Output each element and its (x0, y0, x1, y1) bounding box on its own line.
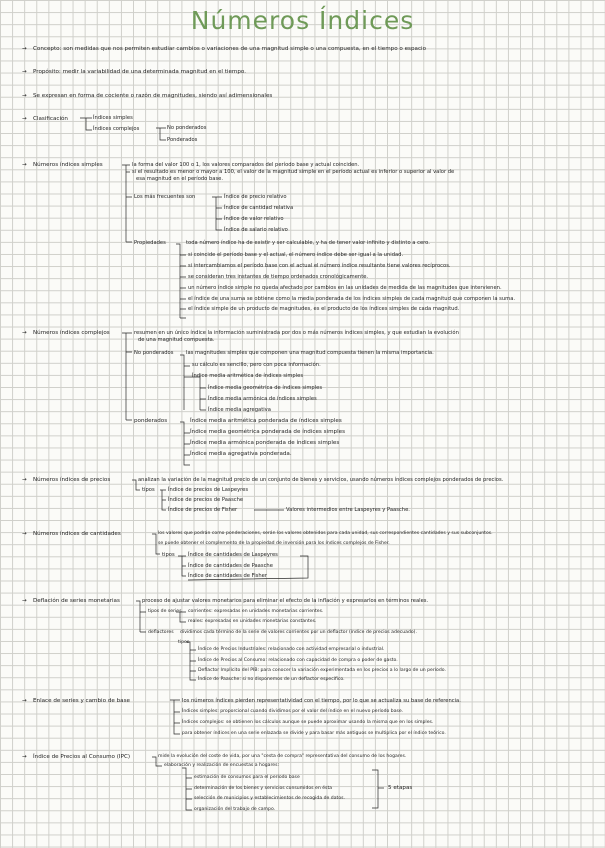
weighted-index-1: Índice media aritmética ponderada de índices simples (190, 418, 342, 424)
quantity-index-fisher: Índice de cantidades de Fisher (188, 573, 267, 579)
simple-indices-heading: Números índices simples (33, 162, 103, 168)
deflator-ipc: Índice de Precios al Consumo: relacionado con capacidad de compra o poder de gasto. (198, 658, 398, 663)
quantity-index-laspeyres: Índice de cantidades de Laspeyres (188, 552, 278, 558)
series-types-label: tipos de series (148, 609, 182, 614)
splice-line-2: Índices simples: proporcional cuando dividimos por el valor del índice en el nuevo período base. (182, 709, 404, 714)
unweighted-def-1: las magnitudes simples que componen una magnitud compuesta tienen la misma importancia. (186, 350, 434, 356)
property-4: se consideran tres instantes de tiempo ordenados cronológicamente. (188, 274, 369, 280)
simple-def-1: la forma del valor 100 o 1, los valores comparados del período base y actual coinciden. (132, 162, 360, 168)
complex-indices-item: Índices complejos (93, 126, 140, 132)
price-index-paasche: Índice de precios de Paasche (168, 497, 244, 503)
price-types-label: tipos (142, 487, 155, 493)
cpi-step-2: determinación de los bienes y servicios consumidos en ésta (194, 786, 333, 791)
series-current: corrientes: expresadas en unidades monetarias corrientes. (188, 609, 324, 614)
property-5: un número índice simple no queda afectado por cambios en las unidades de medida de las magnitudes que intervienen. (188, 285, 502, 291)
frequent-1: Índice de precio relativo (224, 194, 287, 200)
simple-indices-item: Índices simples (93, 115, 133, 121)
cpi-heading: Índice de Precios al Consumo (IPC) (33, 754, 131, 760)
frequent-2: Índice de cantidad relativa (224, 205, 294, 211)
weighted-index-4: Índice media agregativa ponderada. (190, 451, 292, 457)
splice-line-4: para obtener índices en una serie enlazada se divide y para basar más antiguos se multiplica por el índice teórico. (182, 731, 446, 736)
splice-line-1: los números índices pierden representatividad con el tiempo, por lo que se actualiza su base de referencia. (182, 698, 461, 704)
quantity-indices-heading: Números índices de cantidades (33, 531, 121, 537)
frequent-4: Índice de salario relativo (224, 227, 288, 233)
unweighted-index-4: Índice media agregativa (208, 407, 271, 413)
bullet: → (22, 531, 27, 537)
property-7: el índice simple de un producto de magnitudes, es el producto de los índices simples de cada magnitud. (188, 306, 460, 312)
simple-def-3: esa magnitud en el período base. (136, 176, 224, 182)
deflators-label: deflactores (148, 630, 174, 635)
properties-label: Propiedades (134, 240, 166, 246)
simple-def-2: si el resultado es menor o mayor a 100, el valor de la magnitud simple en el período actual es inferior o superior al valor de (132, 169, 455, 175)
property-2: si coincide el período base y el actual, el número índice debe ser igual a la unidad. (188, 252, 404, 258)
weighted-index-2: Índice media geométrica ponderada de índices simples (190, 429, 345, 435)
quantity-def-1: los valores que podrán como ponderaciones, serán los valores obtenidos para cada unidad, sus correspondientes cantidades y sus subconjuntos. (158, 531, 493, 536)
bullet: → (22, 93, 27, 99)
series-real: reales: expresadas en unidades monetarias constantes. (188, 619, 317, 624)
price-index-laspeyres: Índice de precios de Laspeyres (168, 487, 249, 493)
bullet: → (22, 69, 27, 75)
bullet: → (22, 46, 27, 52)
unweighted-index-2: Índice media geométrica de índices simples (208, 385, 323, 391)
property-6: el índice de una suma se obtiene como la media ponderada de los índices simples de cada magnitud que componen la suma. (188, 296, 516, 302)
cpi-step-1: estimación de consumos para el período base (194, 775, 300, 780)
quantity-types-label: tipos (162, 552, 175, 558)
deflators-def: dividimos cada término de la serie de valores corrientes por un deflactor (índice de precios adecuado). (180, 630, 417, 635)
expression-text: Se expresan en forma de cociente o razón de magnitudes, siendo así adimensionales (33, 93, 273, 99)
cpi-def-2: elaboración y realización de encuestas a hogares: (164, 763, 280, 768)
price-index-fisher: Índice de precios de Fisher (168, 507, 238, 513)
bullet: → (22, 162, 27, 168)
purpose-text: Propósito: medir la variabilidad de una determinada magnitud en el tiempo. (33, 69, 247, 75)
bullet: → (22, 477, 27, 483)
unweighted-label: No ponderados (134, 350, 174, 356)
complex-indices-heading: Números índices complejos (33, 330, 110, 336)
complex-def-2: de una magnitud compuesta. (138, 337, 215, 343)
price-indices-heading: Números índices de precios (33, 477, 111, 483)
concept-text: Concepto: son medidas que nos permiten estudiar cambios o variaciones de una magnitud simple o una compuesta, en el tiempo o espacio (33, 46, 426, 52)
deflator-types-label: tipos (178, 640, 190, 645)
page-title: Números Índices (190, 6, 415, 35)
bullet: → (22, 330, 27, 336)
weighted-index-3: Índice media armónica ponderada de índices simples (190, 440, 340, 446)
property-3: si intercambiamos el período base con el actual el número índice resultante tiene valores recíprocos. (188, 263, 451, 269)
deflation-def: proceso de ajustar valores monetarios para eliminar el efecto de la inflación y expresarlos en términos reales. (142, 598, 429, 604)
unweighted-def-2: su cálculo es sencillo, pero con poca información. (192, 362, 321, 368)
unweighted-index-1: Índice media aritmética de índices simples (192, 373, 304, 379)
deflation-heading: Deflación de series monetarias (33, 598, 120, 604)
deflator-pib: Deflactor Implícito del PIB: para conocer la variación experimentada en los precios a lo largo de un período. (198, 668, 446, 673)
weighted-item: Ponderados (167, 137, 198, 143)
unweighted-index-3: Índice media armónica de índices simples (208, 396, 317, 402)
bullet: → (22, 598, 27, 604)
splice-line-3: Índices complejos: se obtienen los cálculos aunque se puede aproximar usando la misma que en los simples. (182, 720, 434, 725)
cpi-def-1: mide la evolución del coste de vida, por una "cesta de compra" representativa del consumo de los hogares. (158, 754, 407, 759)
classification-label: Clasificación (33, 116, 68, 122)
deflator-ipri: Índice de Precios Industriales: relacionado con actividad empresarial o industrial. (198, 647, 385, 652)
frequent-3: Índice de valor relativo (224, 216, 284, 222)
property-1: toda número índice ha de existir y ser calculable, y ha de tener valor infinito y distinto a cero. (186, 240, 430, 246)
complex-def-1: resumen en un único índice la información suministrada por dos o más números índices simples, y que estudian la evolución (134, 330, 459, 336)
quantity-def-2: se puede obtener el complemento de la propiedad de inversión para los índices complejos de Fisher. (158, 541, 390, 546)
unweighted-item: No ponderados (167, 125, 207, 131)
bullet: → (22, 754, 27, 760)
splice-heading: Enlace de series y cambio de base (33, 698, 130, 704)
most-frequent-label: Los más frecuentes son (134, 194, 196, 200)
price-def: analizan la variación de la magnitud precio de un conjunto de bienes y servicios, usando números índices complejos ponderados de precios. (138, 477, 504, 483)
cpi-step-4: organización del trabajo de campo. (194, 807, 276, 812)
fisher-note: Valores intermedios entre Laspeyres y Paasche. (286, 507, 410, 513)
bullet: → (22, 116, 27, 122)
weighted-label: ponderados (134, 418, 168, 424)
quantity-index-paasche: Índice de cantidades de Paasche (188, 563, 273, 569)
deflator-paasche: Índice de Paasche: si no disponemos de un deflactor específico. (198, 677, 345, 682)
bullet: → (22, 698, 27, 704)
cpi-stages: 5 etapas (388, 785, 413, 791)
cpi-step-3: selección de municipios y establecimientos de recogida de datos. (194, 796, 345, 801)
